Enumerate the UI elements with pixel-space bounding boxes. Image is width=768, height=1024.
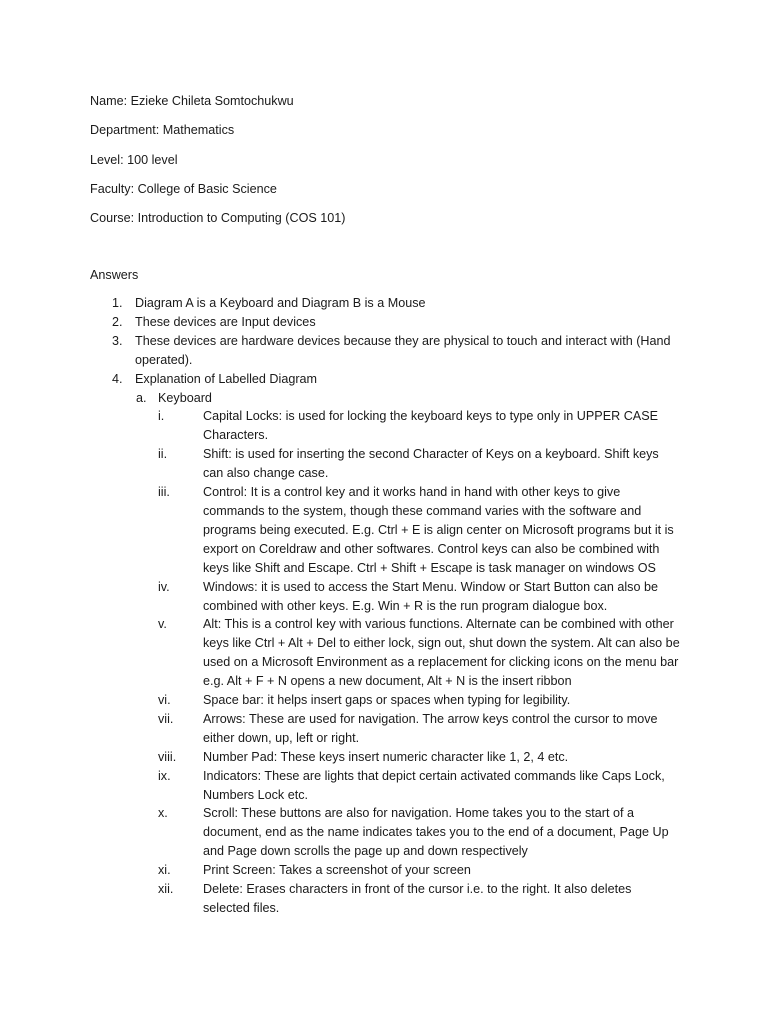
keyboard-item-number: x.	[158, 806, 168, 821]
keyboard-item	[90, 748, 680, 767]
keyboard-item	[90, 691, 680, 710]
keyboard-item-number: v.	[158, 617, 167, 632]
keyboard-item-text: Print Screen: Takes a screenshot of your screen	[203, 863, 471, 878]
keyboard-item-number: ii.	[158, 447, 168, 462]
sub-item-text: Keyboard	[158, 390, 212, 405]
keyboard-item-number: vi.	[158, 693, 171, 708]
sub-item-label: a.	[136, 390, 147, 405]
keyboard-item-number: ix.	[158, 768, 171, 783]
keyboard-item	[90, 445, 680, 483]
keyboard-item	[90, 710, 680, 748]
answer-item	[90, 332, 680, 370]
answers-list	[90, 294, 680, 918]
keyboard-item-text: Scroll: These buttons are also for navigation. Home takes you to the start of a document, end as the name indicates takes you to the end of a document, Page Up and Page down scrolls the page up and down respectively	[203, 806, 669, 859]
keyboard-item-number: iv.	[158, 579, 170, 594]
keyboard-item-number: i.	[158, 409, 165, 424]
keyboard-item-text: Indicators: These are lights that depict certain activated commands like Caps Lock, Numbers Lock etc.	[203, 768, 665, 802]
answer-text: These devices are hardware devices because they are physical to touch and interact with (Hand operated).	[135, 333, 671, 367]
keyboard-item-number: vii.	[158, 711, 174, 726]
keyboard-item-text: Windows: it is used to access the Start Menu. Window or Start Button can also be combined with other keys. E.g. Win + R is the run program dialogue box.	[203, 579, 658, 613]
answer-number: 3.	[112, 333, 123, 348]
answer-item	[90, 294, 680, 313]
keyboard-item	[90, 880, 680, 918]
answer-text: Explanation of Labelled Diagram	[135, 371, 318, 386]
keyboard-item-number: xii.	[158, 882, 174, 897]
sub-item-keyboard	[90, 389, 680, 918]
keyboard-item	[90, 483, 680, 578]
keyboard-item-text: Capital Locks: is used for locking the keyboard keys to type only in UPPER CASE Characters.	[203, 409, 658, 443]
keyboard-item-text: Delete: Erases characters in front of the cursor i.e. to the right. It also deletes selected files.	[203, 882, 632, 915]
keyboard-item	[90, 578, 680, 616]
keyboard-item-number: iii.	[158, 485, 170, 500]
answer-item	[90, 370, 680, 918]
sub-list	[135, 389, 680, 918]
keyboard-item-text: Arrows: These are used for navigation. The arrow keys control the cursor to move either down, up, left or right.	[203, 711, 658, 745]
keyboard-item	[90, 615, 680, 691]
keyboard-item	[90, 407, 680, 445]
answer-text: These devices are Input devices	[135, 314, 316, 329]
answer-item	[90, 313, 680, 332]
answer-text: Diagram A is a Keyboard and Diagram B is a Mouse	[135, 296, 426, 310]
answer-number: 2.	[112, 314, 123, 329]
keyboard-item-text: Number Pad: These keys insert numeric character like 1, 2, 4 etc.	[203, 749, 569, 764]
keyboard-item	[90, 767, 680, 805]
answer-number: 4.	[112, 371, 123, 386]
keyboard-item	[90, 861, 680, 880]
keyboard-item-text: Shift: is used for inserting the second Character of Keys on a keyboard. Shift keys can also change case.	[203, 447, 659, 481]
department-line: Department: Mathematics	[90, 123, 235, 137]
keyboard-item-text: Space bar: it helps insert gaps or spaces when typing for legibility.	[203, 693, 571, 708]
course-line: Course: Introduction to Computing (COS 101)	[90, 211, 346, 225]
student-name: Name: Ezieke Chileta Somtochukwu	[90, 94, 294, 108]
level-line: Level: 100 level	[90, 153, 178, 167]
answer-number: 1.	[112, 296, 123, 310]
answers-heading: Answers	[90, 268, 139, 282]
keyboard-item	[90, 804, 680, 861]
keyboard-keys-list	[158, 407, 680, 917]
keyboard-item-number: xi.	[158, 863, 171, 878]
keyboard-item-text: Alt: This is a control key with various functions. Alternate can be combined with other keys like Ctrl + Alt + Del to either lock, sign out, shut down the system. Alt can also be used on a Microsoft Environment as a replacement for clicking icons on the menu bar e.g. Alt + F + N opens a new document, Alt + N is the insert ribbon	[203, 617, 680, 689]
faculty-line: Faculty: College of Basic Science	[90, 182, 277, 196]
keyboard-item-text: Control: It is a control key and it works hand in hand with other keys to give commands to the system, though these command varies with the software and programs being executed. E.g. Ctrl + E is align center on Microsoft programs but it is export on Coreldraw and other softwares. Control keys can also be combined with keys like Shift and Escape. Ctrl + Shift + Escape is task manager on windows OS	[203, 485, 674, 575]
keyboard-item-number: viii.	[158, 749, 177, 764]
